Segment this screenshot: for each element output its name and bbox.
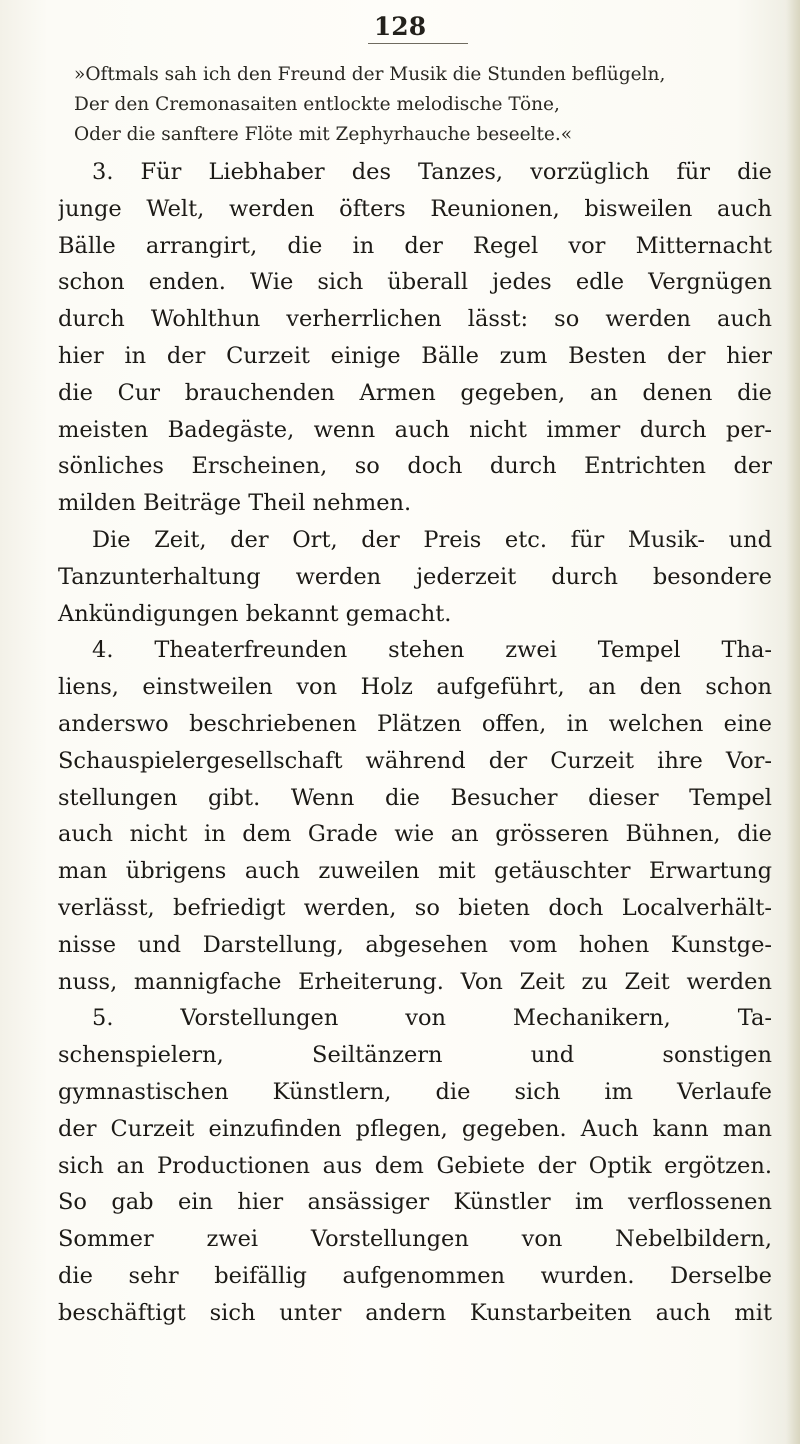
- body-line: So gab ein hier ansässiger Künstler im verflossenen: [58, 1189, 772, 1216]
- page-number-underline: [368, 43, 468, 44]
- body-line: Tanzunterhaltung werden jederzeit durch besondere: [58, 563, 772, 590]
- body-line: Sommer zwei Vorstellungen von Nebelbildern,: [58, 1226, 772, 1253]
- body-line: durch Wohlthun verherrlichen lässt: so werden auch: [58, 306, 772, 333]
- body-line: Die Zeit, der Ort, der Preis etc. für Musik- und: [92, 526, 772, 553]
- page-number: 128: [373, 12, 427, 41]
- body-line: Ankündigungen bekannt gemacht.: [58, 600, 452, 627]
- body-line: milden Beiträge Theil nehmen.: [58, 490, 412, 517]
- body-line: nisse und Darstellung, abgesehen vom hohen Kunstge-: [58, 931, 772, 958]
- body-line: nuss, mannigfache Erheiterung. Von Zeit zu Zeit werden: [58, 968, 772, 995]
- quote-line: »Oftmals sah ich den Freund der Musik die Stunden beflügeln,: [74, 64, 666, 85]
- body-line: gymnastischen Künstlern, die sich im Verlaufe: [58, 1078, 772, 1105]
- body-line: 5. Vorstellungen von Mechanikern, Ta-: [92, 1005, 772, 1032]
- quote-line: Der den Cremonasaiten entlockte melodische Töne,: [74, 94, 560, 115]
- body-line: die Cur brauchenden Armen gegeben, an denen die: [58, 379, 772, 406]
- body-line: auch nicht in dem Grade wie an grösseren Bühnen, die: [58, 821, 772, 848]
- body-line: stellungen gibt. Wenn die Besucher dieser Tempel: [58, 784, 772, 811]
- body-text: [58, 154, 772, 1332]
- body-line: sich an Productionen aus dem Gebiete der Optik ergötzen.: [58, 1152, 772, 1179]
- body-line: schon enden. Wie sich überall jedes edle Vergnügen: [58, 269, 772, 296]
- body-line: 3. Für Liebhaber des Tanzes, vorzüglich für die: [92, 159, 772, 185]
- body-line: 4. Theaterfreunden stehen zwei Tempel Tha-: [92, 637, 772, 664]
- body-line: schenspielern, Seiltänzern und sonstigen: [58, 1042, 772, 1069]
- body-line: Schauspielergesellschaft während der Curzeit ihre Vor-: [58, 747, 772, 774]
- body-line: man übrigens auch zuweilen mit getäuschter Erwartung: [58, 858, 772, 885]
- body-line: liens, einstweilen von Holz aufgeführt, an den schon: [58, 674, 772, 701]
- body-line: Bälle arrangirt, die in der Regel vor Mitternacht: [58, 232, 772, 259]
- body-line: beschäftigt sich unter andern Kunstarbeiten auch mit: [58, 1299, 772, 1326]
- quote-line: Oder die sanftere Flöte mit Zephyrhauche beseelte.«: [74, 124, 573, 145]
- body-line: meisten Badegäste, wenn auch nicht immer durch per-: [58, 416, 772, 443]
- body-line: verlässt, befriedigt werden, so bieten doch Localverhält-: [58, 894, 772, 921]
- body-line: hier in der Curzeit einige Bälle zum Besten der hier: [58, 342, 772, 369]
- body-line: junge Welt, werden öfters Reunionen, bisweilen auch: [58, 195, 772, 222]
- body-line: die sehr beifällig aufgenommen wurden. Derselbe: [58, 1262, 772, 1289]
- body-line: der Curzeit einzufinden pflegen, gegeben. Auch kann man: [58, 1115, 772, 1142]
- page-edge-shadow: [786, 0, 800, 1444]
- verse-quote: [74, 60, 764, 150]
- body-line: anderswo beschriebenen Plätzen offen, in welchen eine: [58, 710, 772, 737]
- body-line: sönliches Erscheinen, so doch durch Entrichten der: [58, 453, 772, 480]
